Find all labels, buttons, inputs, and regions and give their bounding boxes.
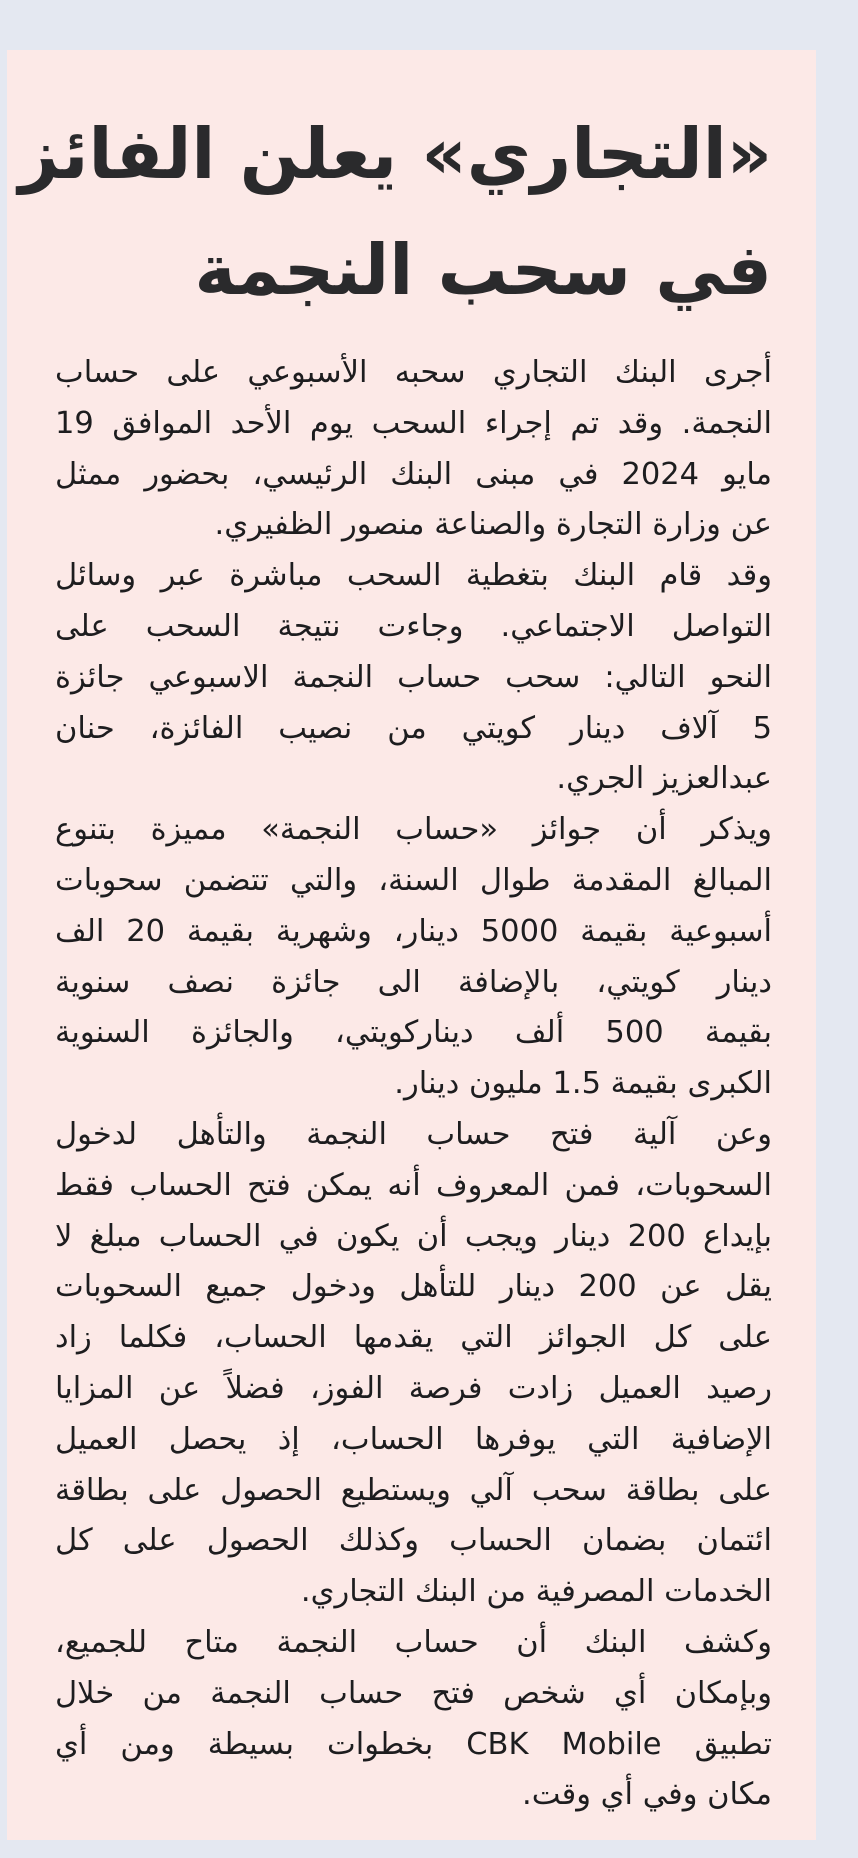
body-line: النحو التالي: سحب حساب النجمة الاسبوعي جائزة [55,659,772,695]
article-paragraph [55,1110,772,1618]
body-line: ويذكر أن جوائز «حساب النجمة» مميزة بتنوع [55,812,772,848]
article-paragraph [55,805,772,1110]
body-line: التواصل الاجتماعي. وجاءت نتيجة السحب على [55,608,772,644]
body-line: يقل عن 200 دينار للتأهل ودخول جميع السحوبات [55,1269,772,1305]
news-clipping [7,50,816,1840]
article-paragraph [55,348,772,551]
body-line: وقد قام البنك بتغطية السحب مباشرة عبر وسائل [55,558,772,594]
body-line: مكان وفي أي وقت. [522,1777,772,1813]
body-line: عن وزارة التجارة والصناعة منصور الظفيري. [214,507,772,543]
body-line: تطبيق CBK Mobile بخطوات بسيطة ومن أي [55,1726,772,1762]
body-line: ائتمان بضمان الحساب وكذلك الحصول على كل [55,1523,772,1559]
body-line: وبإمكان أي شخص فتح حساب النجمة من خلال [55,1675,772,1711]
body-line: مايو 2024 في مبنى البنك الرئيسي، بحضور ممثل [55,456,772,492]
article-body [55,348,772,1821]
body-line: وكشف البنك أن حساب النجمة متاح للجميع، [55,1624,772,1660]
body-line: الخدمات المصرفية من البنك التجاري. [300,1574,772,1610]
body-line: النجمة. وقد تم إجراء السحب يوم الأحد الموافق 19 [55,405,772,441]
article-headline [18,96,772,328]
body-line: وعن آلية فتح حساب النجمة والتأهل لدخول [55,1116,772,1152]
headline-line: في سحب النجمة [194,229,772,311]
body-line: السحوبات، فمن المعروف أنه يمكن فتح الحساب فقط [55,1167,772,1203]
body-line: على بطاقة سحب آلي ويستطيع الحصول على بطاقة [55,1472,772,1508]
article-paragraph [55,551,772,805]
body-line: بإيداع 200 دينار ويجب أن يكون في الحساب مبلغ لا [55,1218,772,1254]
headline-line: «التجاري» يعلن الفائز [18,113,772,195]
body-line: أجرى البنك التجاري سحبه الأسبوعي على حساب [55,355,772,390]
body-line: دينار كويتي، بالإضافة الى جائزة نصف سنوية [55,964,772,1000]
body-line: المبالغ المقدمة طوال السنة، والتي تتضمن سحوبات [55,862,772,898]
body-line: عبدالعزيز الجري. [556,761,772,797]
body-line: أسبوعية بقيمة 5000 دينار، وشهرية بقيمة 20 الف [55,913,772,949]
body-line: الإضافية التي يوفرها الحساب، إذ يحصل العميل [55,1421,772,1457]
article-paragraph [55,1618,772,1821]
body-line: الكبرى بقيمة 1.5 مليون دينار. [394,1066,772,1102]
body-line: 5 آلاف دينار كويتي من نصيب الفائزة، حنان [55,710,772,746]
body-line: بقيمة 500 ألف ديناركويتي، والجائزة السنوية [55,1015,772,1051]
body-line: على كل الجوائز التي يقدمها الحساب، فكلما زاد [55,1320,772,1356]
body-line: رصيد العميل زادت فرصة الفوز، فضلاً عن المزايا [55,1370,772,1406]
